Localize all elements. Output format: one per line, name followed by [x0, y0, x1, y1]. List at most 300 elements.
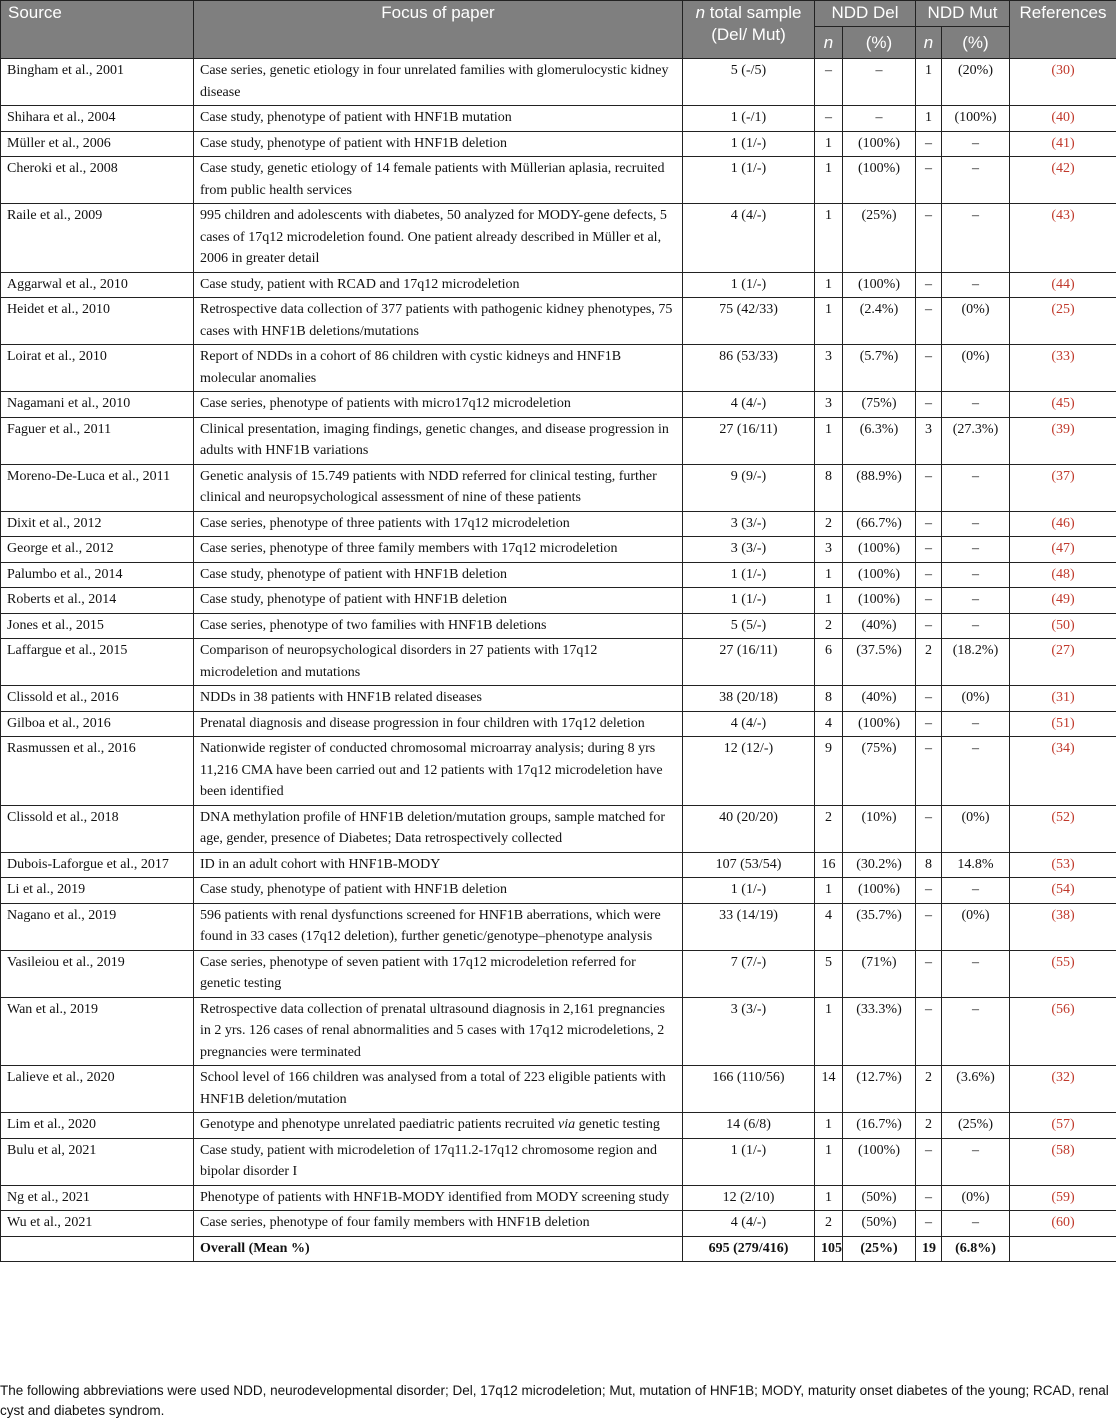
cell-source: Jones et al., 2015: [1, 613, 194, 639]
cell-source: Palumbo et al., 2014: [1, 562, 194, 588]
cell-focus: Case study, genetic etiology of 14 female patients with Müllerian aplasia, recruited from public health services: [194, 157, 683, 204]
header-total-n: n: [696, 3, 705, 22]
cell-reference-link[interactable]: (59): [1010, 1185, 1116, 1211]
cell-reference-link[interactable]: (45): [1010, 392, 1116, 418]
cell-reference-link[interactable]: (50): [1010, 613, 1116, 639]
cell-total: 1 (1/-): [683, 1138, 815, 1185]
cell-source: Clissold et al., 2016: [1, 686, 194, 712]
table-row: [1, 639, 1116, 686]
cell-del-pct: (66.7%): [843, 511, 916, 537]
cell-del-n: –: [815, 106, 843, 132]
header-focus: Focus of paper: [194, 1, 683, 59]
cell-source: Wan et al., 2019: [1, 997, 194, 1066]
cell-focus: Genetic analysis of 15.749 patients with NDD referred for clinical testing, further clinical and neuropsychological assessment of nine of these patients: [194, 464, 683, 511]
cell-del-n: –: [815, 59, 843, 106]
table-body: [1, 59, 1116, 1262]
table-row: [1, 1211, 1116, 1237]
cell-mut-pct: –: [942, 511, 1010, 537]
cell-mut-n: –: [916, 737, 942, 806]
cell-mut-pct: (3.6%): [942, 1066, 1010, 1113]
cell-mut-n: –: [916, 1138, 942, 1185]
cell-del-pct: (40%): [843, 613, 916, 639]
cell-mut-n: –: [916, 588, 942, 614]
cell-reference-link[interactable]: (38): [1010, 903, 1116, 950]
cell-focus: DNA methylation profile of HNF1B deletion/mutation groups, sample matched for age, gender, presence of Diabetes; Data retrospectively collected: [194, 805, 683, 852]
cell-del-pct: (100%): [843, 878, 916, 904]
cell-mut-n: –: [916, 464, 942, 511]
cell-del-pct: (100%): [843, 131, 916, 157]
table-row: [1, 562, 1116, 588]
cell-del-pct: (12.7%): [843, 1066, 916, 1113]
cell-del-n: 1: [815, 1138, 843, 1185]
cell-mut-n: –: [916, 157, 942, 204]
cell-source: Müller et al., 2006: [1, 131, 194, 157]
cell-total: 40 (20/20): [683, 805, 815, 852]
header-total-label: total sample (Del/ Mut): [710, 3, 802, 44]
cell-total: 4 (4/-): [683, 1211, 815, 1237]
cell-mut-n: –: [916, 613, 942, 639]
cell-del-n: 3: [815, 537, 843, 563]
cell-mut-pct: 14.8%: [942, 852, 1010, 878]
cell-focus: NDDs in 38 patients with HNF1B related diseases: [194, 686, 683, 712]
table-row: [1, 1185, 1116, 1211]
cell-mut-pct: (20%): [942, 59, 1010, 106]
table-row: [1, 204, 1116, 273]
cell-mut-n: –: [916, 805, 942, 852]
cell-total: 4 (4/-): [683, 711, 815, 737]
cell-mut-pct: –: [942, 997, 1010, 1066]
cell-source: Laffargue et al., 2015: [1, 639, 194, 686]
cell-total: 75 (42/33): [683, 298, 815, 345]
cell-del-pct: (100%): [843, 157, 916, 204]
cell-mut-n: 2: [916, 1113, 942, 1139]
table-row: [1, 157, 1116, 204]
table-row: [1, 997, 1116, 1066]
table-row: [1, 737, 1116, 806]
table-row: [1, 464, 1116, 511]
table-row: [1, 711, 1116, 737]
cell-focus: Case series, phenotype of four family members with HNF1B deletion: [194, 1211, 683, 1237]
cell-mut-n: –: [916, 950, 942, 997]
cell-total: 1 (1/-): [683, 562, 815, 588]
cell-source: Roberts et al., 2014: [1, 588, 194, 614]
cell-mut-pct: (0%): [942, 1185, 1010, 1211]
overall-mut-n: 19: [916, 1236, 942, 1262]
cell-del-n: 1: [815, 878, 843, 904]
cell-total: 7 (7/-): [683, 950, 815, 997]
cell-reference-link[interactable]: (57): [1010, 1113, 1116, 1139]
overall-label: Overall (Mean %): [194, 1236, 683, 1262]
table-header: [1, 1, 1116, 59]
cell-total: 12 (2/10): [683, 1185, 815, 1211]
cell-reference-link[interactable]: (27): [1010, 639, 1116, 686]
cell-total: 4 (4/-): [683, 392, 815, 418]
cell-del-pct: (100%): [843, 272, 916, 298]
header-del-pct: (%): [843, 26, 916, 59]
cell-mut-pct: (0%): [942, 686, 1010, 712]
cell-del-pct: (37.5%): [843, 639, 916, 686]
cell-focus: 995 children and adolescents with diabetes, 50 analyzed for MODY-gene defects, 5 cases of 17q12 microdeletion found. One patient already described in Müller et al, 2006 in greater detail: [194, 204, 683, 273]
cell-mut-pct: –: [942, 613, 1010, 639]
cell-total: 107 (53/54): [683, 852, 815, 878]
cell-mut-pct: –: [942, 711, 1010, 737]
cell-del-pct: (100%): [843, 537, 916, 563]
cell-total: 9 (9/-): [683, 464, 815, 511]
cell-mut-n: 2: [916, 1066, 942, 1113]
cell-focus: Genotype and phenotype unrelated paediatric patients recruited via genetic testing: [194, 1113, 683, 1139]
cell-del-n: 1: [815, 1185, 843, 1211]
cell-source: Bulu et al, 2021: [1, 1138, 194, 1185]
cell-total: 3 (3/-): [683, 537, 815, 563]
cell-del-n: 8: [815, 686, 843, 712]
table-row: [1, 537, 1116, 563]
cell-focus: Retrospective data collection of 377 patients with pathogenic kidney phenotypes, 75 cases with HNF1B deletions/mutations: [194, 298, 683, 345]
cell-del-pct: (75%): [843, 737, 916, 806]
cell-del-pct: (50%): [843, 1211, 916, 1237]
table-row: [1, 298, 1116, 345]
cell-source: Clissold et al., 2018: [1, 805, 194, 852]
cell-mut-n: –: [916, 537, 942, 563]
table-row: [1, 511, 1116, 537]
cell-total: 1 (1/-): [683, 588, 815, 614]
cell-mut-n: –: [916, 345, 942, 392]
cell-mut-pct: –: [942, 562, 1010, 588]
cell-source: Ng et al., 2021: [1, 1185, 194, 1211]
cell-del-n: 1: [815, 1113, 843, 1139]
table-row: [1, 417, 1116, 464]
cell-del-n: 2: [815, 805, 843, 852]
cell-focus: Case series, genetic etiology in four unrelated families with glomerulocystic kidney disease: [194, 59, 683, 106]
cell-focus: Case series, phenotype of three family members with 17q12 microdeletion: [194, 537, 683, 563]
header-del-n: n: [815, 26, 843, 59]
cell-del-pct: (35.7%): [843, 903, 916, 950]
cell-source: Dixit et al., 2012: [1, 511, 194, 537]
cell-mut-n: 2: [916, 639, 942, 686]
cell-source: Dubois-Laforgue et al., 2017: [1, 852, 194, 878]
cell-source-empty: [1, 1236, 194, 1262]
cell-mut-pct: –: [942, 1211, 1010, 1237]
cell-reference-link[interactable]: (49): [1010, 588, 1116, 614]
cell-total: 27 (16/11): [683, 417, 815, 464]
cell-mut-pct: –: [942, 588, 1010, 614]
cell-del-n: 1: [815, 272, 843, 298]
cell-reference-link[interactable]: (46): [1010, 511, 1116, 537]
cell-reference-link[interactable]: (34): [1010, 737, 1116, 806]
cell-mut-n: –: [916, 903, 942, 950]
table-row: [1, 59, 1116, 106]
cell-source: Aggarwal et al., 2010: [1, 272, 194, 298]
cell-source: Nagamani et al., 2010: [1, 392, 194, 418]
cell-total: 27 (16/11): [683, 639, 815, 686]
cell-mut-pct: –: [942, 392, 1010, 418]
cell-focus: Case series, phenotype of patients with micro17q12 microdeletion: [194, 392, 683, 418]
cell-reference-link[interactable]: (25): [1010, 298, 1116, 345]
cell-mut-n: 1: [916, 59, 942, 106]
cell-mut-pct: –: [942, 157, 1010, 204]
cell-reference-link[interactable]: (33): [1010, 345, 1116, 392]
cell-mut-pct: –: [942, 537, 1010, 563]
cell-source: Heidet et al., 2010: [1, 298, 194, 345]
cell-del-pct: (25%): [843, 204, 916, 273]
cell-reference-link[interactable]: (39): [1010, 417, 1116, 464]
cell-source: Shihara et al., 2004: [1, 106, 194, 132]
cell-del-pct: (71%): [843, 950, 916, 997]
cell-source: George et al., 2012: [1, 537, 194, 563]
cell-reference-link[interactable]: (55): [1010, 950, 1116, 997]
cell-mut-pct: –: [942, 878, 1010, 904]
cell-del-n: 3: [815, 392, 843, 418]
cell-source: Wu et al., 2021: [1, 1211, 194, 1237]
cell-mut-pct: –: [942, 950, 1010, 997]
table-row: [1, 903, 1116, 950]
cell-mut-pct: –: [942, 272, 1010, 298]
cell-total: 4 (4/-): [683, 204, 815, 273]
cell-focus: Phenotype of patients with HNF1B-MODY identified from MODY screening study: [194, 1185, 683, 1211]
cell-reference-link[interactable]: (37): [1010, 464, 1116, 511]
cell-focus: Prenatal diagnosis and disease progression in four children with 17q12 deletion: [194, 711, 683, 737]
cell-mut-n: –: [916, 997, 942, 1066]
table-row: [1, 613, 1116, 639]
cell-reference-link[interactable]: (42): [1010, 157, 1116, 204]
cell-focus: Case study, patient with RCAD and 17q12 microdeletion: [194, 272, 683, 298]
cell-del-n: 4: [815, 903, 843, 950]
cell-total: 3 (3/-): [683, 511, 815, 537]
cell-mut-pct: (0%): [942, 345, 1010, 392]
cell-del-n: 14: [815, 1066, 843, 1113]
cell-reference-link[interactable]: (56): [1010, 997, 1116, 1066]
table-row: [1, 588, 1116, 614]
cell-mut-n: –: [916, 392, 942, 418]
cell-del-pct: (100%): [843, 1138, 916, 1185]
cell-del-pct: (50%): [843, 1185, 916, 1211]
table-row: [1, 345, 1116, 392]
cell-source: Lim et al., 2020: [1, 1113, 194, 1139]
cell-reference-link[interactable]: (41): [1010, 131, 1116, 157]
cell-reference-link[interactable]: (60): [1010, 1211, 1116, 1237]
table-row: [1, 852, 1116, 878]
cell-reference-link[interactable]: (44): [1010, 272, 1116, 298]
cell-focus: Case series, phenotype of three patients with 17q12 microdeletion: [194, 511, 683, 537]
cell-mut-n: –: [916, 878, 942, 904]
table-footnote: The following abbreviations were used NDD, neurodevelopmental disorder; Del, 17q12 microdeletion; Mut, mutation of HNF1B; MODY, maturity onset diabetes of the young; RCAD, renal cyst and diabetes syndrom.: [0, 1381, 1114, 1421]
cell-total: 1 (1/-): [683, 878, 815, 904]
cell-del-pct: (33.3%): [843, 997, 916, 1066]
cell-focus: Case series, phenotype of two families with HNF1B deletions: [194, 613, 683, 639]
cell-reference-link[interactable]: (54): [1010, 878, 1116, 904]
overall-row: [1, 1236, 1116, 1262]
cell-total: 1 (1/-): [683, 272, 815, 298]
cell-del-n: 6: [815, 639, 843, 686]
header-mut-n: n: [916, 26, 942, 59]
cell-del-pct: (2.4%): [843, 298, 916, 345]
cell-mut-n: –: [916, 511, 942, 537]
cell-del-pct: (100%): [843, 711, 916, 737]
cell-reference-link[interactable]: (47): [1010, 537, 1116, 563]
table-row: [1, 392, 1116, 418]
cell-mut-n: –: [916, 272, 942, 298]
cell-mut-pct: –: [942, 1138, 1010, 1185]
cell-source: Faguer et al., 2011: [1, 417, 194, 464]
cell-mut-pct: –: [942, 204, 1010, 273]
cell-reference-link[interactable]: (30): [1010, 59, 1116, 106]
cell-del-n: 4: [815, 711, 843, 737]
cell-mut-n: –: [916, 204, 942, 273]
table-row: [1, 805, 1116, 852]
cell-source: Li et al., 2019: [1, 878, 194, 904]
overall-total: 695 (279/416): [683, 1236, 815, 1262]
cell-total: 38 (20/18): [683, 686, 815, 712]
cell-focus: Case study, patient with microdeletion of 17q11.2-17q12 chromosome region and bipolar disorder I: [194, 1138, 683, 1185]
cell-del-n: 2: [815, 511, 843, 537]
cell-focus: Clinical presentation, imaging findings, genetic changes, and disease progression in adults with HNF1B variations: [194, 417, 683, 464]
cell-reference-link[interactable]: (40): [1010, 106, 1116, 132]
cell-source: Gilboa et al., 2016: [1, 711, 194, 737]
cell-total: 1 (1/-): [683, 131, 815, 157]
cell-reference-link[interactable]: (53): [1010, 852, 1116, 878]
overall-reference-empty: [1010, 1236, 1116, 1262]
cell-del-n: 1: [815, 131, 843, 157]
cell-mut-pct: (18.2%): [942, 639, 1010, 686]
cell-del-n: 1: [815, 562, 843, 588]
cell-focus: Case study, phenotype of patient with HNF1B deletion: [194, 131, 683, 157]
cell-del-pct: (100%): [843, 562, 916, 588]
cell-mut-n: 1: [916, 106, 942, 132]
cell-focus: 596 patients with renal dysfunctions screened for HNF1B aberrations, which were found in 33 cases (17q12 deletion), further genetic/genotype–phenotype analysis: [194, 903, 683, 950]
cell-del-pct: (100%): [843, 588, 916, 614]
cell-focus: Case study, phenotype of patient with HNF1B mutation: [194, 106, 683, 132]
cell-reference-link[interactable]: (43): [1010, 204, 1116, 273]
table-row: [1, 1138, 1116, 1185]
cell-source: Rasmussen et al., 2016: [1, 737, 194, 806]
cell-mut-pct: –: [942, 131, 1010, 157]
header-total: [683, 1, 815, 59]
cell-del-n: 1: [815, 204, 843, 273]
cell-del-n: 1: [815, 298, 843, 345]
cell-total: 1 (1/-): [683, 157, 815, 204]
cell-mut-n: –: [916, 711, 942, 737]
table-row: [1, 1113, 1116, 1139]
cell-focus: ID in an adult cohort with HNF1B-MODY: [194, 852, 683, 878]
cell-mut-n: 8: [916, 852, 942, 878]
cell-reference-link[interactable]: (31): [1010, 686, 1116, 712]
header-ndd-mut: NDD Mut: [916, 1, 1010, 27]
cell-mut-pct: –: [942, 464, 1010, 511]
cell-total: 14 (6/8): [683, 1113, 815, 1139]
cell-focus: Retrospective data collection of prenatal ultrasound diagnosis in 2,161 pregnancies in 2 yrs. 126 cases of renal abnormalities and 5 cases with 17q12 microdeletions, 2 pregnancies were terminated: [194, 997, 683, 1066]
cell-source: Loirat et al., 2010: [1, 345, 194, 392]
overall-mut-pct: (6.8%): [942, 1236, 1010, 1262]
cell-del-pct: (10%): [843, 805, 916, 852]
cell-del-pct: (40%): [843, 686, 916, 712]
table-row: [1, 106, 1116, 132]
cell-total: 12 (12/-): [683, 737, 815, 806]
cell-reference-link[interactable]: (51): [1010, 711, 1116, 737]
overall-del-pct: (25%): [843, 1236, 916, 1262]
cell-del-pct: (5.7%): [843, 345, 916, 392]
cell-focus: Case study, phenotype of patient with HNF1B deletion: [194, 562, 683, 588]
cell-mut-pct: (27.3%): [942, 417, 1010, 464]
cell-mut-pct: (100%): [942, 106, 1010, 132]
cell-focus: Case series, phenotype of seven patient with 17q12 microdeletion referred for genetic testing: [194, 950, 683, 997]
cell-del-pct: (16.7%): [843, 1113, 916, 1139]
cell-source: Lalieve et al., 2020: [1, 1066, 194, 1113]
cell-total: 33 (14/19): [683, 903, 815, 950]
cell-focus: School level of 166 children was analysed from a total of 223 eligible patients with HNF1B deletion/mutation: [194, 1066, 683, 1113]
cell-source: Moreno-De-Luca et al., 2011: [1, 464, 194, 511]
cell-mut-pct: (0%): [942, 903, 1010, 950]
cell-focus: Report of NDDs in a cohort of 86 children with cystic kidneys and HNF1B molecular anomalies: [194, 345, 683, 392]
cell-del-n: 1: [815, 157, 843, 204]
table-row: [1, 131, 1116, 157]
cell-source: Nagano et al., 2019: [1, 903, 194, 950]
cell-del-pct: (30.2%): [843, 852, 916, 878]
cell-del-n: 8: [815, 464, 843, 511]
cell-focus: Comparison of neuropsychological disorders in 27 patients with 17q12 microdeletion and mutations: [194, 639, 683, 686]
cell-del-pct: –: [843, 106, 916, 132]
cell-mut-pct: (25%): [942, 1113, 1010, 1139]
cell-mut-n: 3: [916, 417, 942, 464]
cell-mut-pct: (0%): [942, 805, 1010, 852]
table-row: [1, 878, 1116, 904]
cell-reference-link[interactable]: (58): [1010, 1138, 1116, 1185]
cell-total: 86 (53/33): [683, 345, 815, 392]
cell-reference-link[interactable]: (32): [1010, 1066, 1116, 1113]
header-mut-pct: (%): [942, 26, 1010, 59]
cell-source: Cheroki et al., 2008: [1, 157, 194, 204]
cell-del-n: 2: [815, 613, 843, 639]
cell-total: 5 (-/5): [683, 59, 815, 106]
overall-del-n: 105: [815, 1236, 843, 1262]
cell-reference-link[interactable]: (52): [1010, 805, 1116, 852]
header-references: References: [1010, 1, 1116, 59]
cell-del-pct: (6.3%): [843, 417, 916, 464]
cell-mut-n: –: [916, 686, 942, 712]
cell-source: Vasileiou et al., 2019: [1, 950, 194, 997]
cell-total: 3 (3/-): [683, 997, 815, 1066]
header-source: Source: [1, 1, 194, 59]
cell-mut-n: –: [916, 1185, 942, 1211]
cell-reference-link[interactable]: (48): [1010, 562, 1116, 588]
cell-focus: Nationwide register of conducted chromosomal microarray analysis; during 8 yrs 11,216 CMA have been carried out and 12 patients with 17q12 microdeletion have been identified: [194, 737, 683, 806]
cell-mut-n: –: [916, 562, 942, 588]
cell-del-n: 9: [815, 737, 843, 806]
cell-mut-n: –: [916, 298, 942, 345]
table-row: [1, 1066, 1116, 1113]
cell-del-pct: (88.9%): [843, 464, 916, 511]
cell-focus: Case study, phenotype of patient with HNF1B deletion: [194, 588, 683, 614]
cell-total: 1 (-/1): [683, 106, 815, 132]
cell-del-n: 1: [815, 997, 843, 1066]
cell-del-n: 1: [815, 417, 843, 464]
cell-mut-pct: –: [942, 737, 1010, 806]
cell-total: 5 (5/-): [683, 613, 815, 639]
cell-source: Raile et al., 2009: [1, 204, 194, 273]
cell-del-n: 5: [815, 950, 843, 997]
cell-mut-n: –: [916, 1211, 942, 1237]
header-ndd-del: NDD Del: [815, 1, 916, 27]
cell-del-n: 16: [815, 852, 843, 878]
cell-total: 166 (110/56): [683, 1066, 815, 1113]
cell-del-n: 1: [815, 588, 843, 614]
cell-mut-n: –: [916, 131, 942, 157]
cell-mut-pct: (0%): [942, 298, 1010, 345]
cell-del-pct: –: [843, 59, 916, 106]
cell-source: Bingham et al., 2001: [1, 59, 194, 106]
table-row: [1, 686, 1116, 712]
table-row: [1, 950, 1116, 997]
cell-del-n: 3: [815, 345, 843, 392]
cell-del-n: 2: [815, 1211, 843, 1237]
